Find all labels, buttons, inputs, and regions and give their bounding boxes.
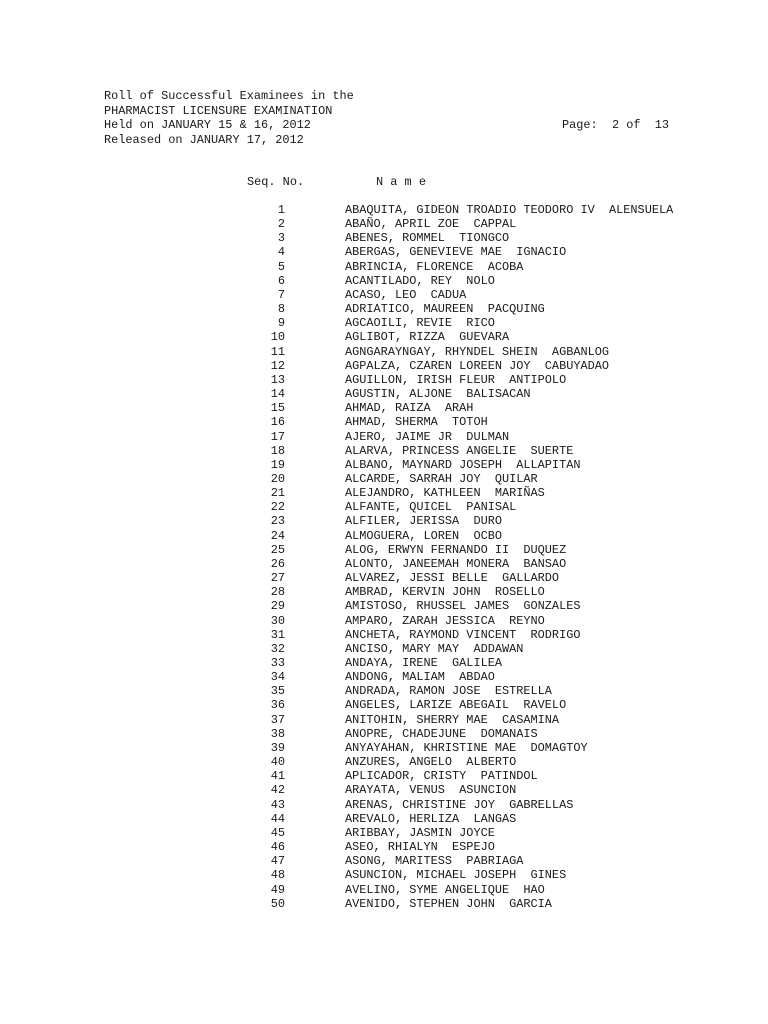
examinee-name: ALBANO, MAYNARD JOSEPH ALLAPITAN (345, 457, 581, 472)
list-item (0, 401, 768, 415)
seq-number: 34 (270, 670, 285, 685)
examinee-name: ARIBBAY, JASMIN JOYCE (345, 825, 495, 840)
list-item (0, 727, 768, 741)
examinee-name: ANDAYA, IRENE GALILEA (345, 656, 502, 670)
seq-number: 28 (270, 585, 285, 600)
seq-number: 17 (270, 429, 285, 444)
examinee-name: AREVALO, HERLIZA LANGAS (345, 811, 517, 826)
header-title-line: Roll of Successful Examinees in the (104, 89, 354, 103)
list-item (0, 614, 768, 628)
examinee-name: AVELINO, SYME ANGELIQUE HAO (345, 882, 545, 897)
list-item (0, 359, 768, 373)
list-item (0, 741, 768, 755)
examinee-name: AGNGARAYNGAY, RHYNDEL SHEIN AGBANLOG (345, 344, 610, 359)
seq-number: 3 (277, 231, 285, 246)
examinee-name: ABERGAS, GENEVIEVE MAE IGNACIO (345, 245, 567, 260)
column-header-name: N a m e (376, 175, 426, 189)
seq-number: 20 (270, 471, 285, 486)
seq-number: 15 (270, 401, 285, 416)
examinee-name: ACASO, LEO CADUA (345, 287, 467, 302)
examinee-name: AGCAOILI, REVIE RICO (345, 316, 495, 331)
list-item (0, 585, 768, 599)
examinee-name: ANDONG, MALIAM ABDAO (345, 670, 495, 685)
list-item (0, 345, 768, 359)
seq-number: 26 (270, 556, 285, 571)
seq-number: 25 (270, 542, 285, 557)
seq-number: 43 (270, 797, 285, 812)
examinee-name: ABAÑO, APRIL ZOE CAPPAL (345, 217, 517, 232)
list-item (0, 571, 768, 585)
examinee-name: ALVAREZ, JESSI BELLE GALLARDO (345, 571, 560, 586)
list-item (0, 514, 768, 528)
seq-number: 4 (277, 245, 285, 260)
seq-number: 36 (270, 698, 285, 713)
list-item (0, 373, 768, 387)
seq-number: 46 (270, 840, 285, 855)
list-item (0, 642, 768, 656)
seq-number: 23 (270, 514, 285, 529)
seq-number: 42 (270, 783, 285, 798)
list-item (0, 529, 768, 543)
examinee-name: ALARVA, PRINCESS ANGELIE SUERTE (345, 443, 574, 458)
seq-number: 50 (270, 896, 285, 911)
header-exam-name: PHARMACIST LICENSURE EXAMINATION (104, 104, 333, 118)
examinee-name: ACANTILADO, REY NOLO (345, 273, 495, 288)
seq-number: 44 (270, 811, 285, 826)
list-item (0, 231, 768, 245)
examinee-name: ABAQUITA, GIDEON TROADIO TEODORO IV ALENSUELA (345, 203, 674, 217)
list-item (0, 812, 768, 826)
seq-number: 1 (277, 203, 285, 217)
examinee-name: ALCARDE, SARRAH JOY QUILAR (345, 471, 538, 486)
examinee-name: ABENES, ROMMEL TIONGCO (345, 231, 510, 246)
seq-number: 8 (277, 302, 285, 317)
list-item (0, 245, 768, 259)
examinee-name: AGLIBOT, RIZZA GUEVARA (345, 330, 510, 345)
examinee-name: ADRIATICO, MAUREEN PACQUING (345, 302, 545, 317)
seq-number: 33 (270, 656, 285, 670)
list-item (0, 217, 768, 231)
examinee-name: AMISTOSO, RHUSSEL JAMES GONZALES (345, 599, 581, 614)
seq-number: 5 (277, 259, 285, 274)
seq-number: 41 (270, 769, 285, 784)
list-item (0, 656, 768, 670)
list-item (0, 883, 768, 897)
list-item (0, 430, 768, 444)
seq-number: 21 (270, 486, 285, 501)
seq-number: 31 (270, 627, 285, 642)
list-item (0, 840, 768, 854)
seq-number: 22 (270, 500, 285, 515)
examinee-name: ANZURES, ANGELO ALBERTO (345, 755, 517, 770)
examinee-name: AHMAD, SHERMA TOTOH (345, 415, 488, 430)
page-indicator: Page: 2 of 13 (562, 118, 670, 132)
examinee-name: ALONTO, JANEEMAH MONERA BANSAO (345, 556, 567, 571)
seq-number: 29 (270, 599, 285, 614)
seq-number: 37 (270, 712, 285, 727)
seq-number: 13 (270, 372, 285, 387)
examinee-name: ANDRADA, RAMON JOSE ESTRELLA (345, 684, 552, 699)
list-item (0, 203, 768, 217)
examinee-name: AJERO, JAIME JR DULMAN (345, 429, 510, 444)
seq-number: 49 (270, 882, 285, 897)
seq-number: 39 (270, 740, 285, 755)
list-item (0, 288, 768, 302)
seq-number: 47 (270, 854, 285, 869)
list-item (0, 472, 768, 486)
examinee-name: ALEJANDRO, KATHLEEN MARIÑAS (345, 486, 545, 501)
list-item (0, 557, 768, 571)
seq-number: 38 (270, 726, 285, 741)
list-item (0, 415, 768, 429)
list-item (0, 698, 768, 712)
examinee-name: ASUNCION, MICHAEL JOSEPH GINES (345, 868, 567, 883)
seq-number: 32 (270, 641, 285, 656)
examinee-name: ALFILER, JERISSA DURO (345, 514, 502, 529)
seq-number: 11 (270, 344, 285, 359)
seq-number: 7 (277, 287, 285, 302)
seq-number: 40 (270, 755, 285, 770)
examinee-name: ANCHETA, RAYMOND VINCENT RODRIGO (345, 627, 581, 642)
seq-number: 30 (270, 613, 285, 628)
examinee-name: ABRINCIA, FLORENCE ACOBA (345, 259, 524, 274)
examinee-name: AGUILLON, IRISH FLEUR ANTIPOLO (345, 372, 567, 387)
seq-number: 24 (270, 528, 285, 543)
examinee-name: ARAYATA, VENUS ASUNCION (345, 783, 517, 798)
list-item (0, 330, 768, 344)
examinee-name: AMBRAD, KERVIN JOHN ROSELLO (345, 585, 545, 600)
examinee-name: ALFANTE, QUICEL PANISAL (345, 500, 517, 515)
seq-number: 2 (277, 217, 285, 232)
list-item (0, 755, 768, 769)
seq-number: 16 (270, 415, 285, 430)
seq-number: 6 (277, 273, 285, 288)
examinee-name: AGPALZA, CZAREN LOREEN JOY CABUYADAO (345, 358, 610, 373)
list-item (0, 599, 768, 613)
examinee-name: ALMOGUERA, LOREN OCBO (345, 528, 502, 543)
list-item (0, 826, 768, 840)
examinee-list (0, 203, 768, 911)
seq-number: 48 (270, 868, 285, 883)
seq-number: 14 (270, 387, 285, 402)
examinee-name: APLICADOR, CRISTY PATINDOL (345, 769, 538, 784)
list-item (0, 713, 768, 727)
list-item (0, 897, 768, 911)
examinee-name: AHMAD, RAIZA ARAH (345, 401, 474, 416)
examinee-name: AGUSTIN, ALJONE BALISACAN (345, 387, 531, 402)
seq-number: 9 (277, 316, 285, 331)
header-exam-dates: Held on JANUARY 15 & 16, 2012 (104, 118, 311, 132)
seq-number: 19 (270, 457, 285, 472)
list-item (0, 628, 768, 642)
examinee-name: ANYAYAHAN, KHRISTINE MAE DOMAGTOY (345, 740, 588, 755)
examinee-name: ASONG, MARITESS PABRIAGA (345, 854, 524, 869)
list-item (0, 316, 768, 330)
examinee-name: ANCISO, MARY MAY ADDAWAN (345, 641, 524, 656)
column-header-seq: Seq. No. (247, 175, 305, 189)
seq-number: 35 (270, 684, 285, 699)
examinee-name: AVENIDO, STEPHEN JOHN GARCIA (345, 896, 552, 911)
list-item (0, 684, 768, 698)
list-item (0, 854, 768, 868)
list-item (0, 486, 768, 500)
examinee-name: ANOPRE, CHADEJUNE DOMANAIS (345, 726, 538, 741)
examinee-name: ASEO, RHIALYN ESPEJO (345, 840, 495, 855)
seq-number: 45 (270, 825, 285, 840)
list-item (0, 798, 768, 812)
examinee-name: ARENAS, CHRISTINE JOY GABRELLAS (345, 797, 574, 812)
examinee-name: ANITOHIN, SHERRY MAE CASAMINA (345, 712, 560, 727)
list-item (0, 444, 768, 458)
examinee-name: AMPARO, ZARAH JESSICA REYNO (345, 613, 545, 628)
list-item (0, 868, 768, 882)
list-item (0, 458, 768, 472)
seq-number: 10 (270, 330, 285, 345)
seq-number: 18 (270, 443, 285, 458)
seq-number: 27 (270, 571, 285, 586)
list-item (0, 769, 768, 783)
examinee-name: ALOG, ERWYN FERNANDO II DUQUEZ (345, 542, 567, 557)
list-item (0, 302, 768, 316)
list-item (0, 543, 768, 557)
list-item (0, 387, 768, 401)
list-item (0, 783, 768, 797)
header-release-date: Released on JANUARY 17, 2012 (104, 133, 304, 147)
list-item (0, 670, 768, 684)
examinee-name: ANGELES, LARIZE ABEGAIL RAVELO (345, 698, 567, 713)
seq-number: 12 (270, 358, 285, 373)
list-item (0, 260, 768, 274)
list-item (0, 500, 768, 514)
list-item (0, 274, 768, 288)
